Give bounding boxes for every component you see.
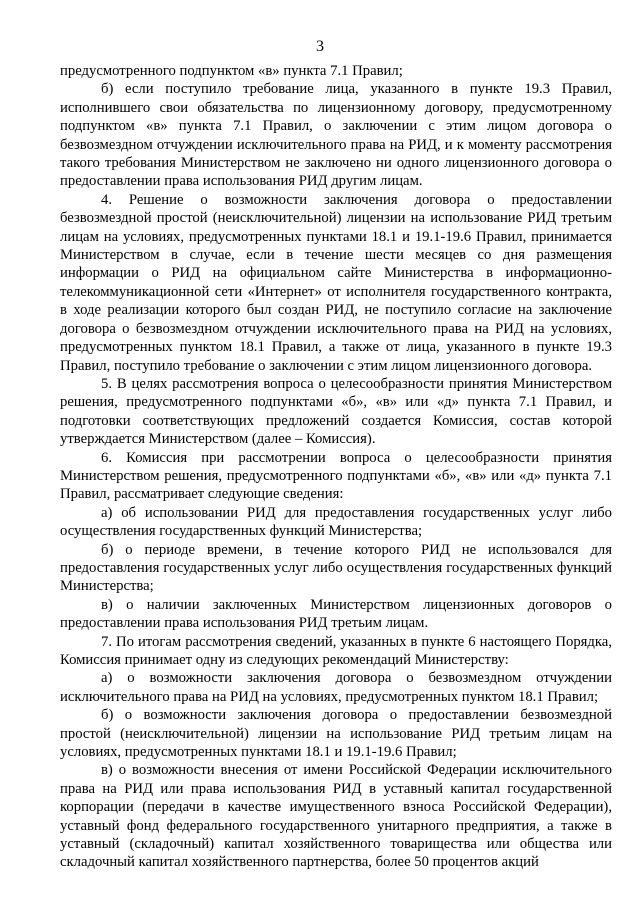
document-body (60, 62, 612, 872)
paragraph-item-5: 5. В целях рассмотрения вопроса о целесообразности принятия Министерством решения, предусмотренного подпунктами «б», «в» или «д» пункта 7.1 Правил, и подготовки соответствующих предложений создается Комиссия, состав которой утверждается Министерством (далее – Комиссия). (60, 375, 612, 448)
paragraph-item-7a: а) о возможности заключения договора о безвозмездном отчуждении исключительного права на РИД на условиях, предусмотренных пунктом 18.1 Правил; (60, 670, 612, 705)
paragraph-subclause-b: б) если поступило требование лица, указанного в пункте 19.3 Правил, исполнившего свои обязательства по лицензионному договору, предусмотренному подпунктом «в» пункта 7.1 Правил, о заключении с этим лицом договора о безвозмездном отчуждении исключительного права на РИД, и к моменту рассмотрения такого требования Министерством не заключено ни одного лицензионного договора о предоставлении права использования РИД другим лицам. (60, 81, 612, 190)
paragraph-item-7: 7. По итогам рассмотрения сведений, указанных в пункте 6 настоящего Порядка, Комиссия принимает одну из следующих рекомендаций Министерству: (60, 633, 612, 668)
page-number: 3 (316, 38, 324, 55)
paragraph-item-6v: в) о наличии заключенных Министерством лицензионных договоров о предоставлении права использования РИД третьим лицам. (60, 596, 612, 632)
paragraph-item-7v: в) о возможности внесения от имени Российской Федерации исключительного права на РИД или права использования РИД в уставный капитал государственной корпорации (передачи в качестве имущественного взноса Российской Федерации), уставный фонд федерального государственного унитарного предприятия, а также в уставный (складочный) капитал хозяйственного товарищества или общества или складочный капитал хозяйственного партнерства, более 50 процентов акций (60, 762, 612, 871)
paragraph-item-6: 6. Комиссия при рассмотрении вопроса о целесообразности принятия Министерством решения, предусмотренного подпунктами «б», «в» или «д» пункта 7.1 Правил, рассматривает следующие сведения: (60, 449, 612, 503)
paragraph-item-4: 4. Решение о возможности заключения договора о предоставлении безвозмездной простой (неисключительной) лицензии на использование РИД третьим лицам на условиях, предусмотренных пунктами 18.1 и 19.1-19.6 Правил, принимается Министерством в случае, если в течение шести месяцев со дня размещения информации о РИД на официальном сайте Министерства в информационно-телекоммуникационной сети «Интернет» от исполнителя государственного контракта, в ходе реализации которого был создан РИД, не поступило согласие на заключение договора о безвозмездном отчуждении исключительного права на РИД на условиях, предусмотренных пунктом 18.1 Правил, а также от лица, указанного в пункте 19.3 Правил, поступило требование о заключении с этим лицом лицензионного договора. (60, 191, 612, 374)
paragraph-item-6a: а) об использовании РИД для предоставления государственных услуг либо осуществления государственных функций Министерства; (60, 504, 612, 540)
paragraph-item-7b: б) о возможности заключения договора о предоставлении безвозмездной простой (неисключительной) лицензии на использование РИД третьим лицам на условиях, предусмотренных пунктами 18.1 и 19.1-19.6 Правил; (60, 707, 612, 761)
paragraph-continuation: предусмотренного подпунктом «в» пункта 7.1 Правил; (60, 63, 403, 79)
paragraph-item-6b: б) о периоде времени, в течение которого РИД не использовался для предоставления государственных услуг либо осуществления государственных функций Министерства; (60, 541, 612, 595)
